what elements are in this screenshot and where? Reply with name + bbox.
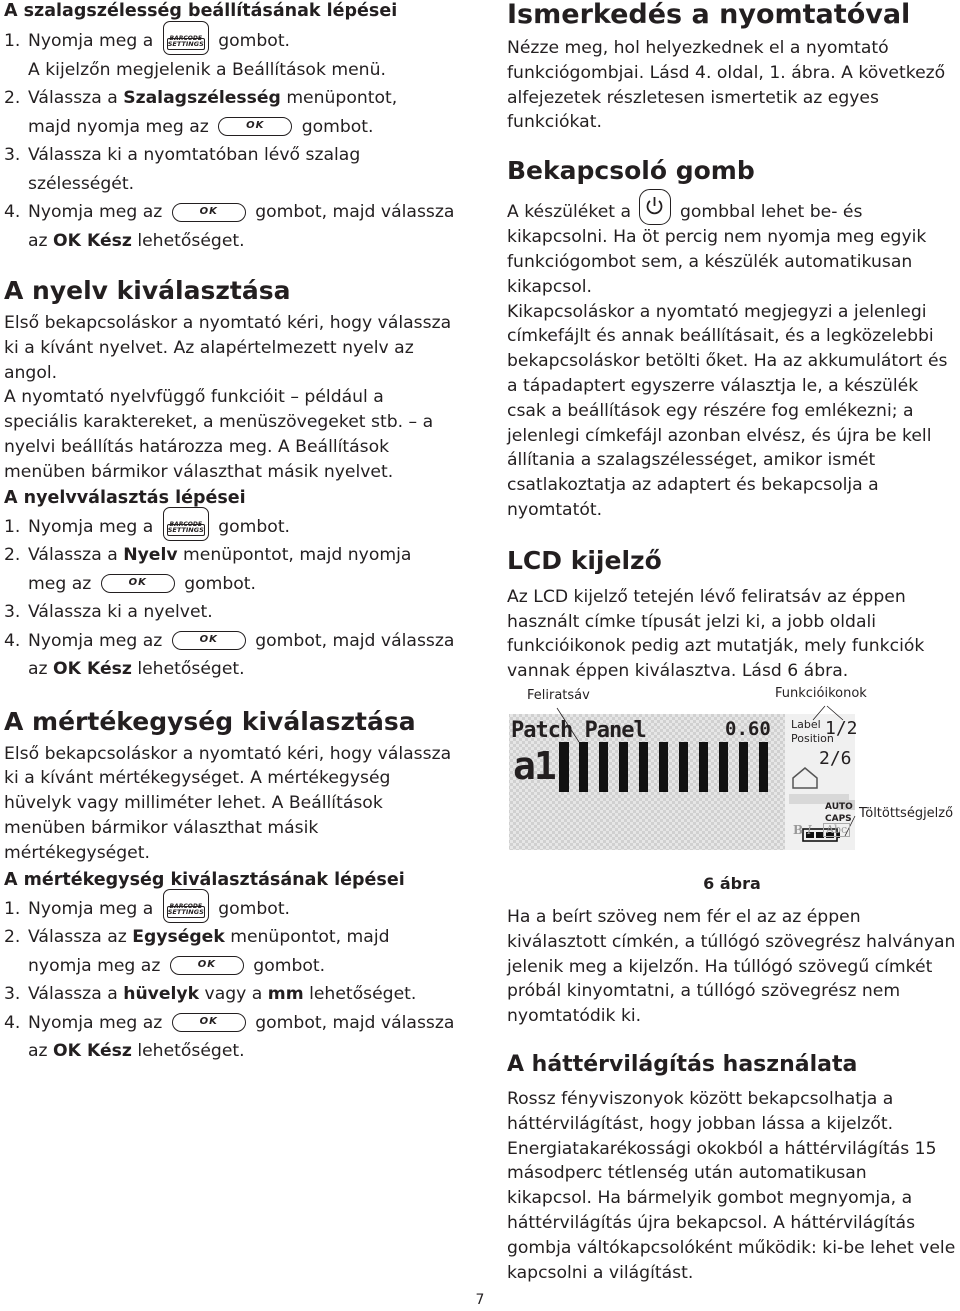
units-steps-heading: A mértékegység kiválasztásának lépései	[4, 869, 405, 890]
backlight-paragraph: Rossz fényviszonyok között bekapcsolhatja a háttérvilágítást, hogy jobban lássa a kijelzőt. Energiatakarékossági okokból a háttérvilágítás 15 másodperc tétlenség után automatikusan kikapcsol. Ha bármelyik gombot megnyomja, a háttérvilágítás újra bekapcsol. A háttérvilágítás gombja váltókapcsolóként működik: ki-be lehet vele kapcsolni a világítást.	[507, 1088, 956, 1283]
ok-button-icon: OK	[172, 1013, 246, 1032]
lcd-figure-drawing	[507, 687, 957, 865]
tape-step-3: 3. Válassza ki a nyomtatóban lévő szalag szélességét.	[4, 145, 361, 194]
lcd-caps-icon: CAPS	[825, 813, 852, 824]
lcd-entered-text: a1	[513, 743, 555, 788]
settings-button-icon: BARCODE SETTINGS	[163, 21, 209, 55]
lcd-label-type: Patch Panel	[511, 717, 646, 743]
battery-callout-label: Töltöttségjelző	[859, 805, 954, 821]
language-steps-heading: A nyelvválasztás lépései	[4, 487, 246, 508]
ok-button-icon: OK	[101, 574, 175, 593]
units-paragraph: Első bekapcsoláskor a nyomtató kéri, hogy válassza ki a kívánt mértékegységet. A mértékegység hüvelyk vagy milliméter lehet. A Beállítások menüben bármikor választhat másik mértékegységet.	[4, 743, 452, 863]
lcd-auto-icon: AUTO	[825, 801, 853, 812]
units-section-title: A mértékegység kiválasztása	[4, 706, 416, 736]
intro-title: Ismerkedés a nyomtatóval	[507, 0, 911, 30]
lcd-bold-icon: B	[793, 822, 804, 837]
tape-steps-list	[4, 27, 459, 255]
units-step-3: 3. Válassza a hüvelyk vagy a mm lehetőséget.	[4, 984, 417, 1005]
tape-width-steps-heading: A szalagszélesség beállításának lépései	[4, 1, 398, 21]
lcd-italic-icon: I	[807, 822, 812, 837]
language-paragraph-2: A nyomtató nyelvfüggő funkcióit – például a speciális karaktereket, a menüszövegeket stb. – a nyelvi beállítás határozza meg. A Beállítások menüben bármikor választhat másik nyelvet.	[4, 387, 434, 482]
left-column	[4, 0, 459, 1066]
lcd-position-icon: Position	[791, 731, 834, 745]
lcd-figure	[507, 685, 957, 865]
ok-button-icon: OK	[218, 117, 292, 136]
language-steps-list	[4, 513, 459, 684]
units-step-4: 4. Nyomja meg az OK gombot, majd válassza az OK Kész lehetőséget.	[4, 1012, 455, 1062]
units-step-2: 2. Válassza az Egységek menüpontot, majd nyomja meg az OK gombot.	[4, 927, 390, 976]
power-button-title: Bekapcsoló gomb	[507, 156, 755, 186]
backlight-title: A háttérvilágítás használata	[507, 1051, 858, 1077]
units-step-1: 1. Nyomja meg a BARCODE SETTINGS gombot.	[4, 895, 459, 924]
lcd-box-icon: Abc	[823, 823, 850, 837]
lcd-title: LCD kijelző	[507, 545, 662, 575]
power-paragraph-2: Kikapcsoláskor a nyomtató megjegyzi a jelenlegi címkefájlt és annak beállításait, és a legközelebbi bekapcsoláskor betölti őket. Ha az akkumulátort és a tápadaptert egyszerre választja le, a készülék csak a beállítások egy részére fog emlékezni; a jelenlegi címkefájl azonban elvész, és újra be kell állítania a szalagszélességet, amikor ismét csatlakoztatja az adaptert és bekapcsolja a nyomtatót.	[507, 301, 948, 520]
overflow-paragraph: Ha a beírt szöveg nem fér el az az éppen kiválasztott címkén, a túllógó szövegrész halványan jelenik meg a kijelzőn. Ha túllógó szövegű címkét próbál kinyomtatni, a túllógó szövegrész nem nyomtatódik ki.	[507, 906, 956, 1027]
language-paragraph-1: Első bekapcsoláskor a nyomtató kéri, hogy válassza ki a kívánt nyelvet. Az alapértelmezett nyelv az angol.	[4, 313, 452, 383]
language-step-2: 2. Válassza a Nyelv menüpontot, majd nyomja meg az OK gombot.	[4, 545, 412, 594]
tape-step-4: 4. Nyomja meg az OK gombot, majd válassza az OK Kész lehetőséget.	[4, 202, 455, 251]
right-column	[507, 0, 957, 1285]
lcd-label-size: 0.60	[725, 717, 771, 740]
lcd-label-icon: Label	[791, 717, 821, 731]
language-section-title: A nyelv kiválasztása	[4, 276, 291, 305]
figure-caption: 6 ábra	[703, 873, 761, 893]
ok-button-icon: OK	[170, 956, 244, 975]
power-icon	[639, 189, 671, 225]
language-step-1: 1. Nyomja meg a BARCODE SETTINGS gombot.	[4, 513, 459, 542]
titlebar-callout-label: Feliratsáv	[527, 687, 590, 703]
tape-step-2: 2. Válassza a Szalagszélesség menüpontot, majd nyomja meg az OK gombot.	[4, 88, 398, 137]
ok-button-icon: OK	[172, 203, 246, 222]
lcd-paragraph: Az LCD kijelző tetején lévő feliratsáv az éppen használt címke típusát jelzi ki, a jobb oldali funkcióikonok pedig azt mutatják, mely funkciók vannak éppen kiválasztva. Lásd 6 ábra.	[507, 586, 925, 682]
lcd-position-count: 2/6	[819, 747, 852, 769]
power-paragraph-1: A készüléket a gombbal lehet be- és kikapcsolni. Ha öt percig nem nyomja meg egyik funkciógombot sem, a készülék automatikusan kikapcsol.	[507, 199, 957, 299]
ok-button-icon: OK	[172, 631, 246, 650]
settings-button-icon: BARCODE SETTINGS	[163, 889, 209, 923]
intro-paragraph: Nézze meg, hol helyezkednek el a nyomtató funkciógombjai. Lásd 4. oldal, 1. ábra. A következő alfejezetek részletesen ismertetik az egyes funkciókat.	[507, 38, 946, 133]
language-step-4: 4. Nyomja meg az OK gombot, majd válassza az OK Kész lehetőséget.	[4, 630, 455, 680]
page-number: 7	[475, 1292, 485, 1308]
lcd-label-count: 1/2	[825, 717, 858, 739]
icons-callout-label: Funkcióikonok	[775, 685, 867, 701]
tape-step-1: 1. Nyomja meg a BARCODE SETTINGS gombot. A kijelzőn megjelenik a Beállítások menü.	[4, 27, 459, 84]
language-step-3: 3. Válassza ki a nyelvet.	[4, 602, 213, 623]
units-steps-list	[4, 895, 459, 1066]
settings-button-icon: BARCODE SETTINGS	[163, 507, 209, 541]
